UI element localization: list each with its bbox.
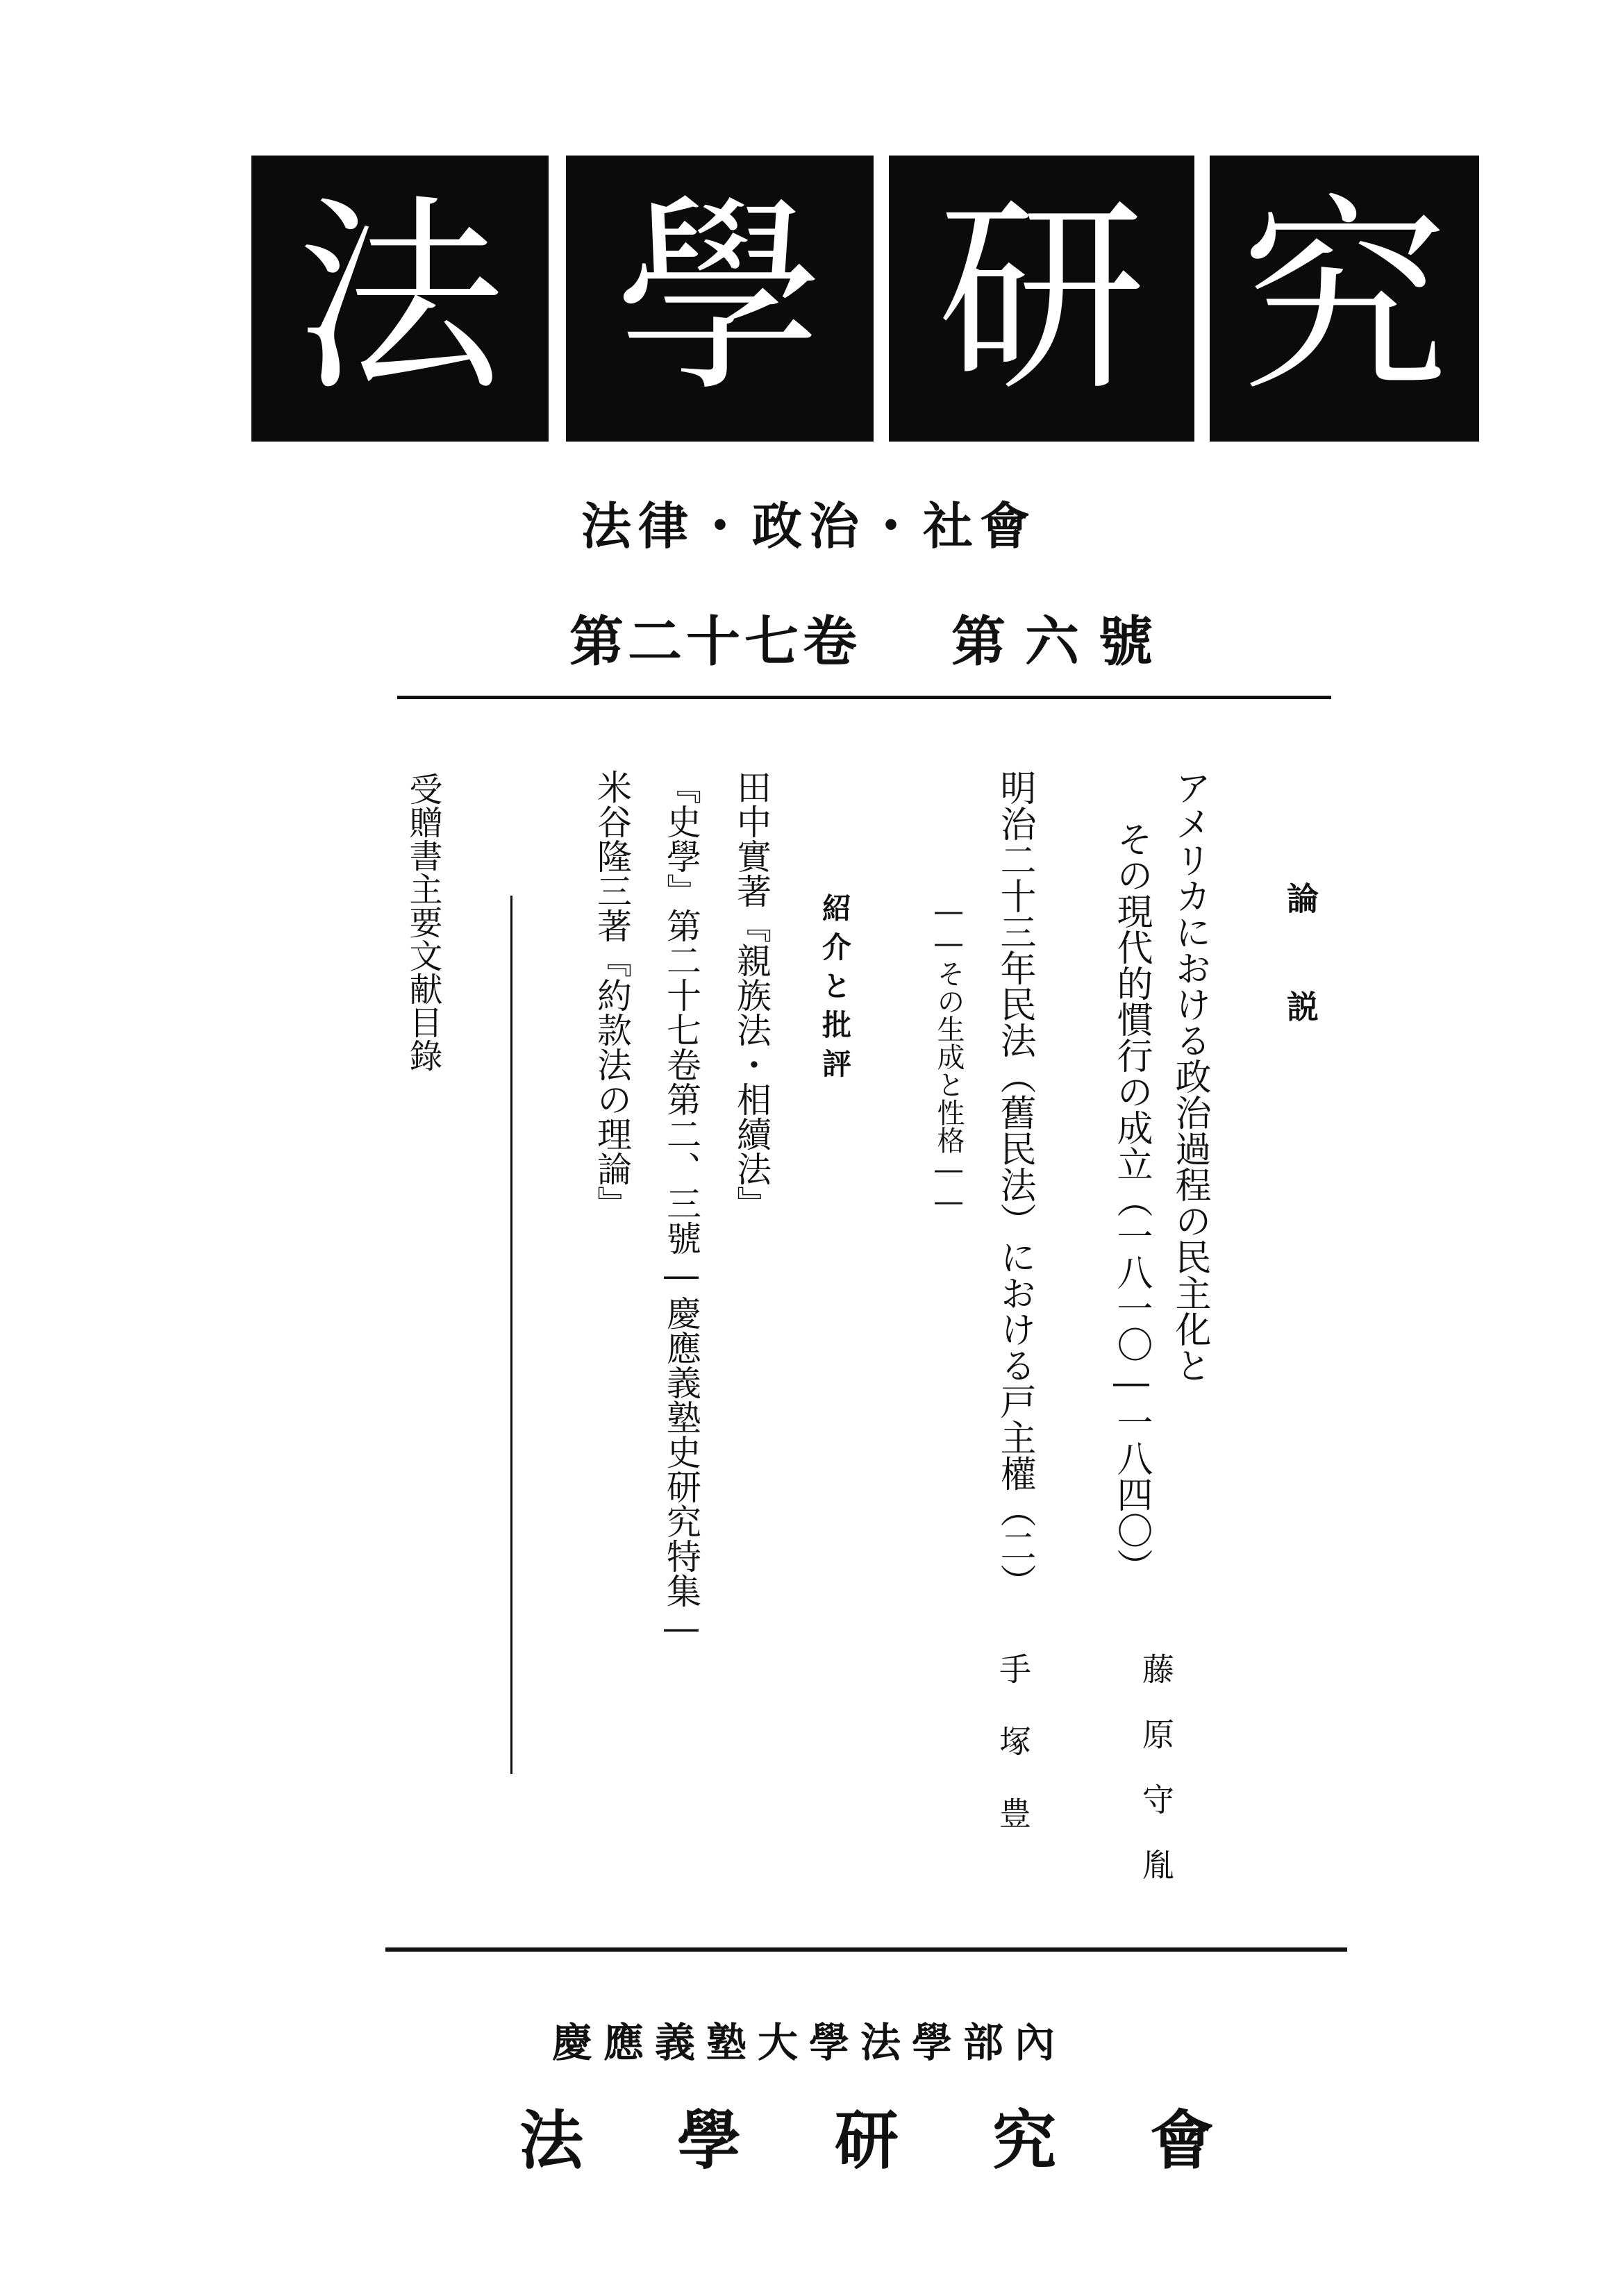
section-heading-shokai: 紹介と批評 — [818, 893, 852, 1087]
article1-title-line2: その現代的慣行の成立（一八一〇―一八四〇） — [1110, 821, 1152, 1584]
masthead-char: 學 — [615, 177, 824, 419]
masthead-tile-4 — [1210, 156, 1479, 442]
review-item: 米谷隆三著『約款法の理論』 — [592, 769, 632, 1221]
masthead-tile-1 — [251, 156, 549, 442]
publisher-name-char: 學 — [676, 2103, 741, 2178]
publisher-name-char: 研 — [834, 2103, 899, 2178]
bottom-divider — [385, 1947, 1347, 1952]
volume-number: 第二十七卷 — [569, 611, 862, 673]
masthead-char: 法 — [296, 177, 504, 419]
article2-title: 明治二十三年民法（舊民法）における戸主權（二） — [994, 769, 1035, 1600]
masthead-tile-3 — [889, 156, 1194, 442]
article1-title-line1: アメリカにおける政治過程の民主化と — [1169, 769, 1210, 1383]
top-divider — [397, 696, 1331, 699]
publisher-name-char: 法 — [519, 2103, 584, 2178]
review-item: 田中實著『親族法・相續法』 — [731, 769, 772, 1221]
issue-number: 第六號 — [951, 611, 1173, 673]
masthead-char: 究 — [1240, 177, 1449, 419]
article2-author: 手塚豊 — [994, 1652, 1032, 1869]
masthead-char: 研 — [937, 177, 1146, 419]
journal-subtitle: 法律・政治・社會 — [581, 497, 1037, 555]
section-heading-ronsetsu: 論説 — [1282, 882, 1319, 1098]
masthead-tile-2 — [566, 156, 874, 442]
bibliography-entry: 受贈書主要文献目錄 — [403, 772, 442, 1072]
article1-author: 藤原守胤 — [1137, 1652, 1175, 1913]
publisher-department: 慶應義塾大學法學部內 — [551, 2019, 1066, 2066]
publisher-name-char: 會 — [1149, 2103, 1214, 2178]
vertical-divider — [510, 896, 512, 1774]
review-item: 『史學』第二十七卷第二、三號―慶應義塾史研究特集― — [661, 769, 701, 1648]
publisher-name-char: 究 — [992, 2103, 1056, 2178]
article2-subtitle: ――その生成と性格―― — [933, 896, 965, 1218]
publisher-name — [519, 2090, 1214, 2181]
